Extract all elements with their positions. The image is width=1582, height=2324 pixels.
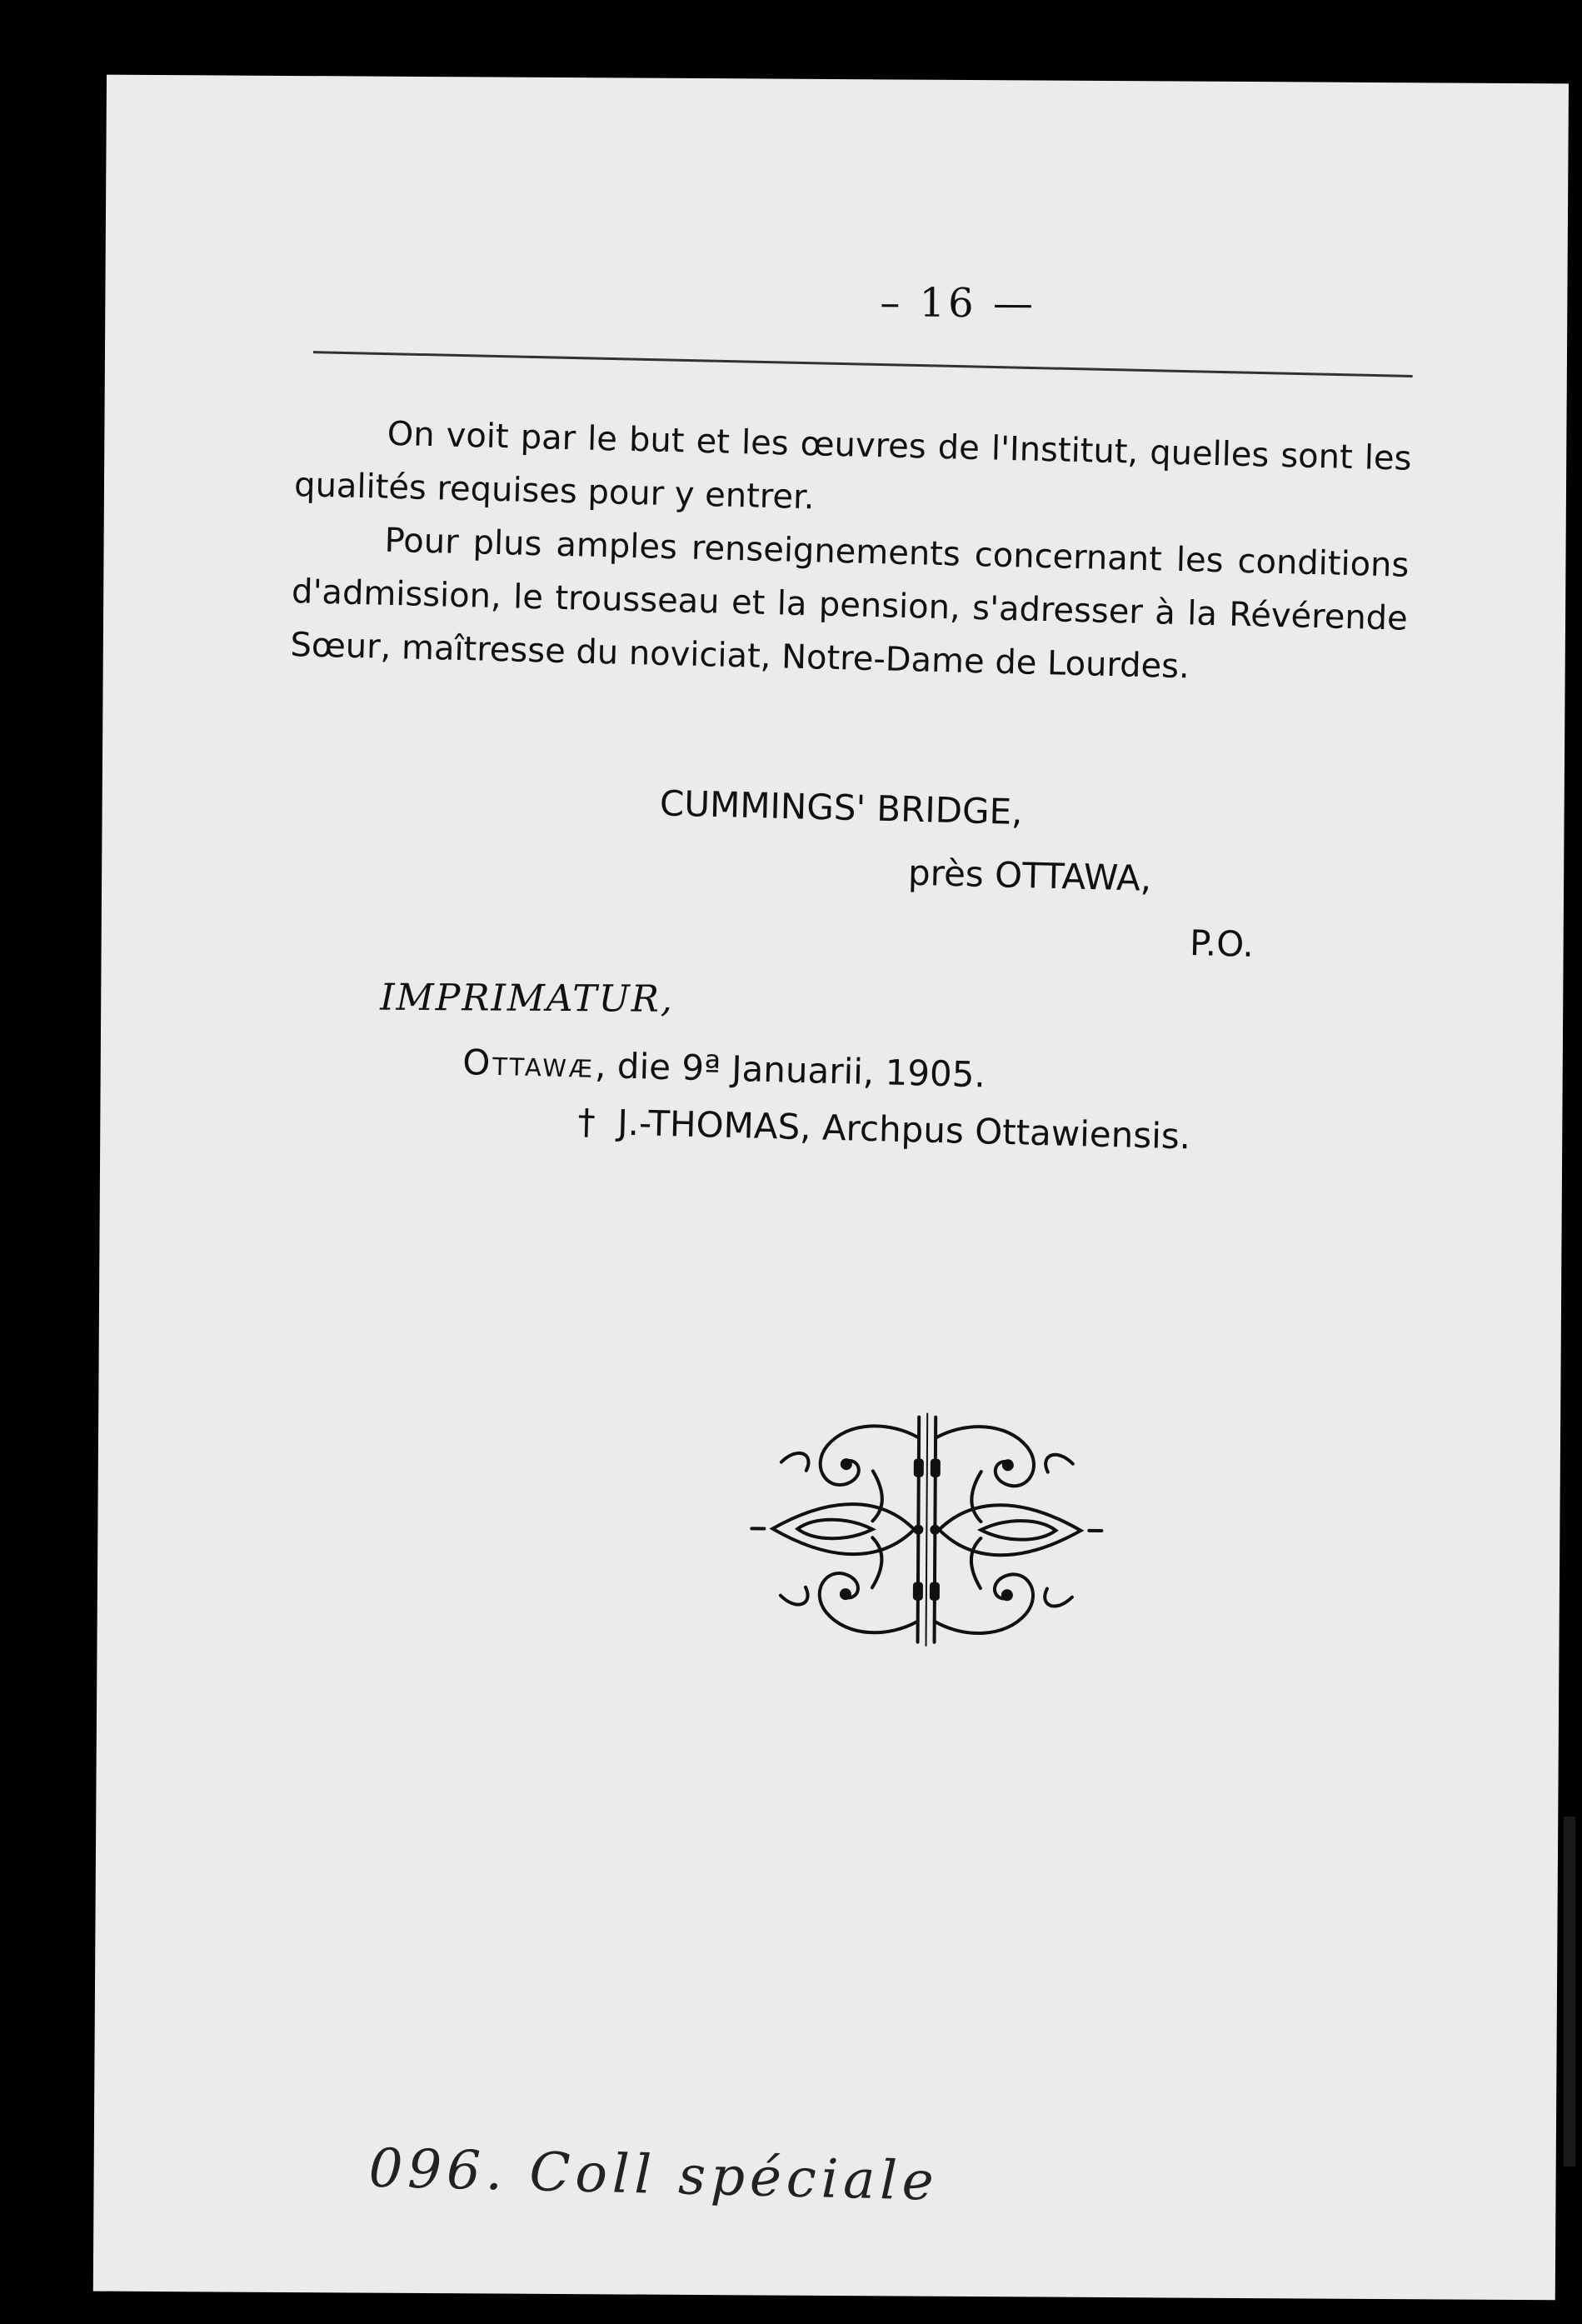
- header-rule: [313, 351, 1413, 377]
- address-line-bridge: CUMMINGS' BRIDGE,: [659, 782, 1024, 832]
- body-text: [290, 405, 1412, 699]
- scan-edge-shadow: [1564, 1817, 1575, 2167]
- handwritten-note: 096. Coll spéciale: [367, 2137, 940, 2213]
- approval-place: Ottawæ: [462, 1041, 596, 1086]
- floral-scroll-ornament-icon: [747, 1412, 1107, 1647]
- address-line-city: près OTTAWA,: [907, 852, 1152, 899]
- page-number: – 16 —: [880, 279, 1037, 327]
- approval-date-line: [462, 1042, 986, 1095]
- paragraph-requirements: On voit par le but et les œuvres de l'Institut, quelles sont les qualités requises pour y entrer.: [293, 414, 1412, 517]
- address-block: [102, 758, 1582, 965]
- approval-signature-line: [577, 1101, 1191, 1157]
- paragraph-contact: Pour plus amples renseignements concernant les conditions d'admission, le trousseau et la pension, s'adresser à la Révérende Sœur, maîtresse du noviciat, Notre-Dame de Lourdes.: [290, 521, 1410, 687]
- cross-icon: †: [577, 1101, 596, 1142]
- address-line-province: P.O.: [1189, 922, 1255, 965]
- document-page: [93, 75, 1569, 2301]
- imprimatur-heading: IMPRIMATUR,: [380, 976, 674, 1021]
- approval-date: , die 9ª Januarii, 1905.: [594, 1044, 986, 1096]
- approval-block: [101, 1032, 1582, 1157]
- approval-signature: J.-THOMAS, Archpus Ottawiensis.: [616, 1102, 1191, 1157]
